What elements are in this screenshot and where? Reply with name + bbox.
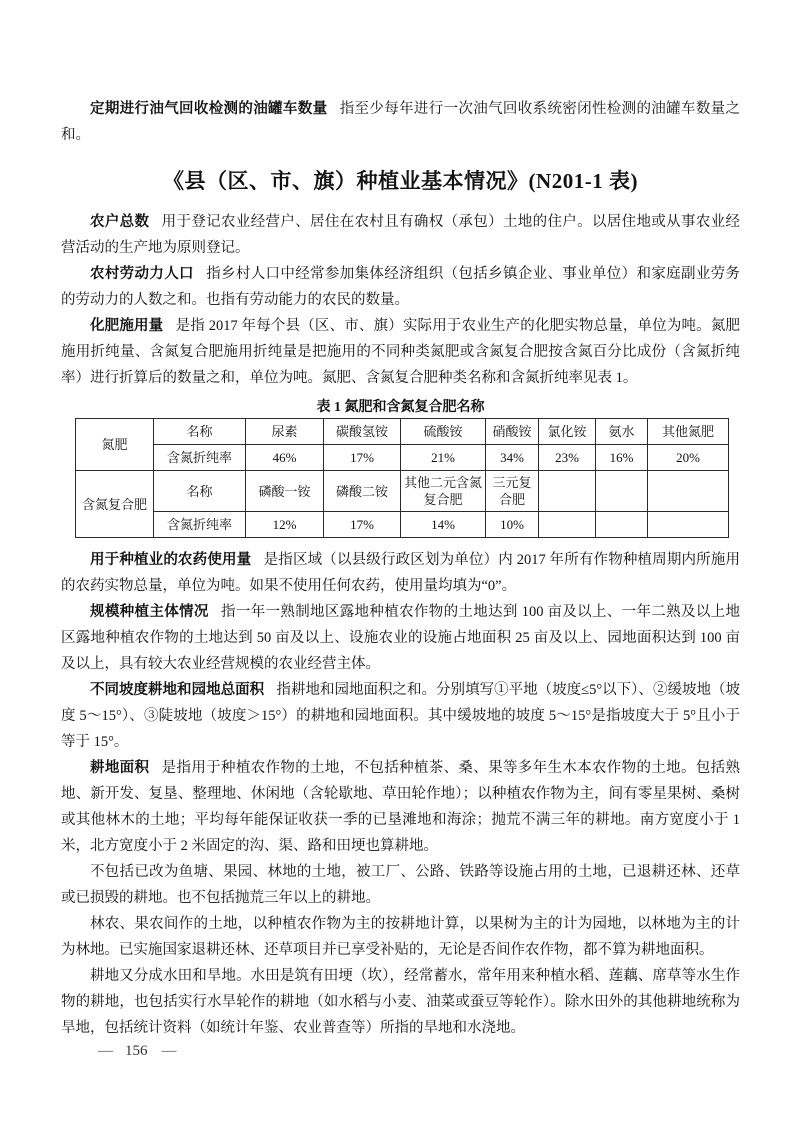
table-cell: 碳酸氢铵 <box>324 419 401 445</box>
table-cell <box>648 471 729 512</box>
definition-term: 农村劳动力人口 <box>90 266 194 282</box>
page-number: 156 <box>125 1043 148 1059</box>
footer-left-dash: — <box>98 1043 111 1059</box>
table-row <box>76 445 729 471</box>
table-cell <box>539 471 596 512</box>
table-cell: 17% <box>324 512 401 538</box>
table-cell: 尿素 <box>246 419 324 445</box>
definition-paragraph-rural-labor <box>61 261 740 313</box>
table-cell: 硫酸铵 <box>401 419 486 445</box>
definition-paragraph-farm-households <box>61 209 740 261</box>
table-cell: 16% <box>596 445 648 471</box>
footer-right-dash: — <box>161 1043 175 1059</box>
table-label-cell: 名称 <box>154 419 246 445</box>
table-cell: 14% <box>401 512 486 538</box>
definition-text: 用于登记农业经营户、居住在农村且有确权（承包）土地的住户。以居住地或从事农业经营活动的生产地为原则登记。 <box>61 214 741 256</box>
table-row <box>76 419 729 445</box>
body-paragraph-intercropping <box>61 911 740 963</box>
definition-term: 规模种植主体情况 <box>90 604 209 620</box>
definition-paragraph-pesticide-usage <box>61 547 740 599</box>
definition-text: 指耕地和园地面积之和。分别填写①平地（坡度≤5°以下）、②缓坡地（坡度 5～15°）、③陡坡地（坡度＞15°）的耕地和园地面积。其中缓坡地的坡度 5～15°是指坡度大于 5°且小于等于 15°。 <box>61 682 740 750</box>
definition-text: 是指区域（以县级行政区划为单位）内 2017 年所有作物种植周期内所施用的农药实物总量，单位为吨。如果不使用任何农药，使用量均填为“0”。 <box>61 552 741 594</box>
table-cell: 三元复合肥 <box>486 471 539 512</box>
definition-text: 是指 2017 年每个县（区、市、旗）实际用于农业生产的化肥实物总量，单位为吨。氮肥施用折纯量、含氮复合肥施用折纯量是把施用的不同种类氮肥或含氮复合肥按含氮百分比成份（含氮折纯率）进行折算后的数量之和，单位为吨。氮肥、含氮复合肥种类名称和含氮折纯率见表 1。 <box>61 318 740 386</box>
table-cell: 17% <box>324 445 401 471</box>
table-cell: 磷酸一铵 <box>246 471 324 512</box>
table-cell <box>648 512 729 538</box>
table-row <box>76 512 729 538</box>
definition-paragraph-tanker-count <box>61 96 740 148</box>
definition-term: 用于种植业的农药使用量 <box>90 552 252 568</box>
table-group-cell: 氮肥 <box>76 419 154 471</box>
table-cell: 其他氮肥 <box>648 419 729 445</box>
table-cell: 硝酸铵 <box>486 419 539 445</box>
definition-paragraph-fertilizer-usage <box>61 313 740 391</box>
table-cell: 21% <box>401 445 486 471</box>
body-text: 不包括已改为鱼塘、果园、林地的土地，被工厂、公路、铁路等设施占用的土地，已退耕还林、还草或已损毁的耕地。也不包括抛荒三年以上的耕地。 <box>61 864 740 906</box>
definition-term: 定期进行油气回收检测的油罐车数量 <box>90 101 328 117</box>
table-caption: 表 1 氮肥和含氮复合肥名称 <box>316 400 485 415</box>
table-label-cell: 名称 <box>154 471 246 512</box>
table-cell: 其他二元含氮复合肥 <box>401 471 486 512</box>
table-cell: 34% <box>486 445 539 471</box>
table-cell: 20% <box>648 445 729 471</box>
table-group-cell: 含氮复合肥 <box>76 471 154 538</box>
document-content <box>61 96 740 1041</box>
table-row <box>76 471 729 512</box>
definition-term: 耕地面积 <box>90 760 150 776</box>
definition-term: 农户总数 <box>90 214 150 230</box>
table-cell <box>596 512 648 538</box>
table-cell: 氯化铵 <box>539 419 596 445</box>
definition-paragraph-slope-area <box>61 677 740 755</box>
body-paragraph-exclusions <box>61 859 740 911</box>
table-cell: 12% <box>246 512 324 538</box>
table-label-cell: 含氮折纯率 <box>154 512 246 538</box>
table-cell: 磷酸二铵 <box>324 471 401 512</box>
definition-term: 不同坡度耕地和园地总面积 <box>90 682 265 698</box>
fertilizer-table <box>75 418 729 538</box>
definition-term: 化肥施用量 <box>90 318 164 334</box>
table-cell: 23% <box>539 445 596 471</box>
table-cell: 氨水 <box>596 419 648 445</box>
table-cell: 46% <box>246 445 324 471</box>
body-text: 林农、果农间作的土地，以种植农作物为主的按耕地计算，以果树为主的计为园地，以林地为主的计为林地。已实施国家退耕还林、还草项目并已享受补贴的，无论是否间作农作物，都不算为耕地面积。 <box>61 916 740 958</box>
definition-text: 是指用于种植农作物的土地，不包括种植茶、桑、果等多年生木本农作物的土地。包括熟地、新开发、复垦、整理地、休闲地（含轮歇地、草田轮作地）；以种植农作物为主，间有零星果树、桑树或其他林木的土地；平均每年能保证收获一季的已垦滩地和海涂；抛荒不满三年的耕地。南方宽度小于 1 米，北方宽度小于 2 米固定的沟、渠、路和田埂也算耕地。 <box>61 760 741 854</box>
body-text: 耕地又分成水田和旱地。水田是筑有田埂（坎），经常蓄水，常年用来种植水稻、莲藕、席草等水生作物的耕地，也包括实行水旱轮作的耕地（如水稻与小麦、油菜或蚕豆等轮作）。除水田外的其他耕地统称为旱地，包括统计资料（如统计年鉴、农业普查等）所指的旱地和水浇地。 <box>61 968 740 1036</box>
definition-paragraph-scale-planting <box>61 599 740 677</box>
table-cell: 10% <box>486 512 539 538</box>
definition-text: 指至少每年进行一次油气回收系统密闭性检测的油罐车数量之和。 <box>61 101 740 143</box>
table-cell <box>539 512 596 538</box>
table-cell <box>596 471 648 512</box>
definition-text: 指乡村人口中经常参加集体经济组织（包括乡镇企业、事业单位）和家庭副业劳务的劳动力的人数之和。也指有劳动能力的农民的数量。 <box>61 266 741 308</box>
section-title: 《县（区、市、旗）种植业基本情况》(N201-1 表) <box>163 169 638 193</box>
definition-paragraph-cultivated-area <box>61 755 740 859</box>
body-paragraph-paddy-dryland <box>61 963 740 1041</box>
table-label-cell: 含氮折纯率 <box>154 445 246 471</box>
definition-text: 指一年一熟制地区露地种植农作物的土地达到 100 亩及以上、一年二熟及以上地区露地种植农作物的土地达到 50 亩及以上、设施农业的设施占地面积 25 亩及以上、园地面积达到 100 亩及以上，具有较大农业经营规模的农业经营主体。 <box>61 604 740 672</box>
page-footer <box>84 1043 189 1060</box>
